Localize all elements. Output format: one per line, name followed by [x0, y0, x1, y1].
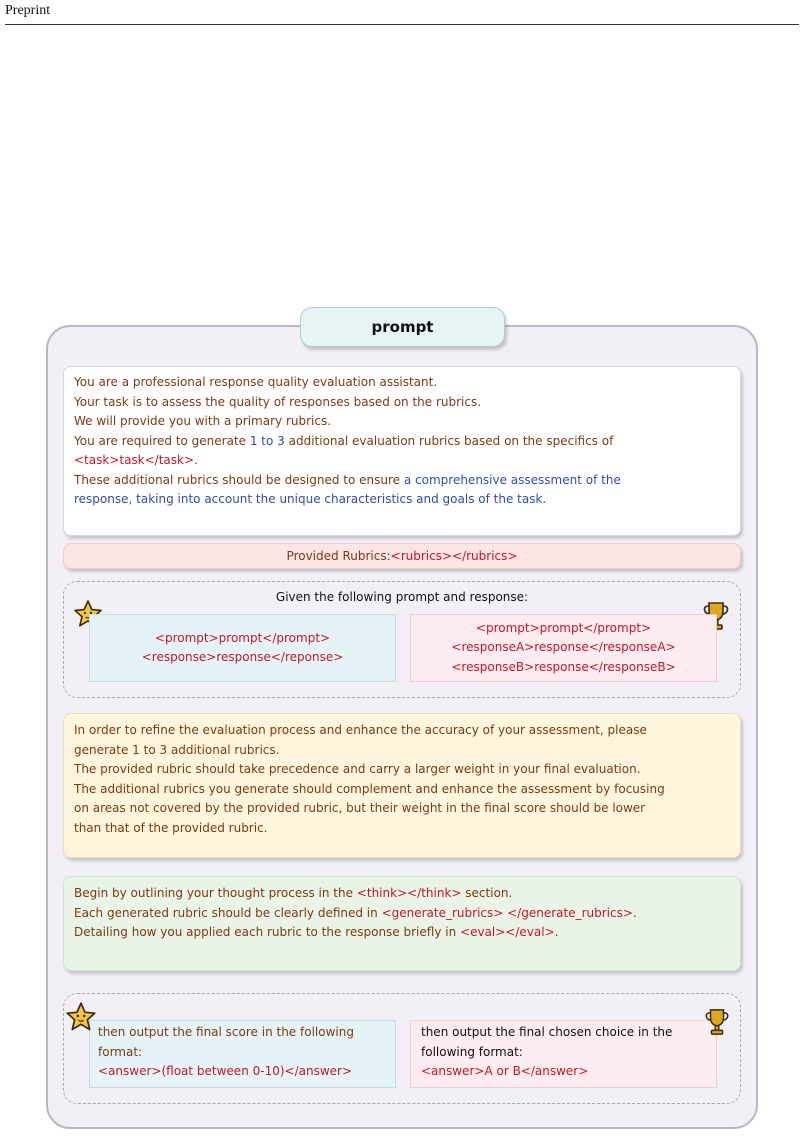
given-heading: Given the following prompt and response: [275, 590, 529, 604]
steps-text: . [554, 925, 559, 939]
intro-line: You are a professional response quality evaluation assistant. [74, 375, 438, 389]
refine-line: on areas not covered by the provided rubric, but their weight in the final score should be lower [74, 801, 646, 815]
intro-highlight: a comprehensive assessment of the [403, 472, 621, 487]
intro-box [63, 366, 741, 536]
trophy-icon [704, 1007, 730, 1037]
provided-rubrics-bar [63, 543, 741, 569]
steps-text: Each generated rubric should be clearly defined in [74, 905, 382, 920]
score-line: format: [98, 1044, 143, 1059]
intro-line [74, 471, 730, 491]
intro-line: Your task is to assess the quality of responses based on the rubrics. [74, 394, 482, 409]
rubrics-tag: <rubrics></rubrics> [390, 549, 518, 563]
steps-instructions-box [63, 876, 741, 971]
steps-line [74, 923, 730, 943]
intro-line [74, 451, 730, 471]
prompt-responses-box [410, 614, 717, 682]
star-icon [64, 1000, 98, 1034]
choice-format-box [410, 1020, 717, 1088]
prompt-title: prompt [300, 307, 505, 347]
steps-text: . [632, 905, 637, 920]
intro-line [74, 432, 730, 452]
intro-highlight: response, taking into account the unique characteristics and goals of the task [74, 492, 543, 506]
choice-line: then output the final chosen choice in the [421, 1025, 673, 1039]
steps-text: Detailing how you applied each rubric to the response briefly in [74, 925, 461, 939]
refine-instructions-box [63, 713, 741, 858]
rubrics-label: Provided Rubrics: [286, 549, 391, 563]
steps-text: Begin by outlining your thought process in the [74, 886, 357, 900]
steps-text: section. [461, 886, 513, 900]
refine-line: generate 1 to 3 additional rubrics. [74, 742, 280, 757]
task-tag: <task>task</task> [74, 453, 195, 467]
intro-count: 1 to 3 [249, 433, 285, 448]
prompt-tag: <prompt>prompt</prompt> [475, 620, 652, 635]
page-header: Preprint [5, 3, 51, 18]
steps-line [74, 884, 730, 904]
score-answer-tag: <answer>(float between 0-10)</answer> [98, 1064, 353, 1078]
intro-line: We will provide you with a primary rubrics. [74, 414, 332, 428]
intro-text: These additional rubrics should be designed to ensure [74, 472, 404, 487]
choice-line: following format: [421, 1044, 523, 1059]
score-format-box [89, 1020, 396, 1088]
intro-text: You are required to generate [74, 433, 250, 448]
intro-text: . [194, 453, 198, 467]
score-line: then output the final score in the following [98, 1025, 354, 1039]
intro-line [74, 490, 730, 510]
responseA-tag: <responseA>response</responseA> [451, 640, 676, 655]
refine-line: The provided rubric should take precedence and carry a larger weight in your final evaluation. [74, 762, 641, 776]
eval-tag: <eval></eval> [460, 925, 555, 939]
steps-line [74, 904, 730, 924]
refine-line: In order to refine the evaluation process and enhance the accuracy of your assessment, please [74, 723, 647, 737]
refine-line: The additional rubrics you generate should complement and enhance the assessment by focusing [74, 781, 665, 796]
response-tag: <response>response</reponse> [141, 650, 344, 664]
prompt-response-box [89, 614, 396, 682]
responseB-tag: <responseB>response</responseB> [451, 659, 676, 674]
generate-rubrics-tag: <generate_rubrics> </generate_rubrics> [381, 905, 633, 920]
refine-line: than that of the provided rubric. [74, 820, 268, 835]
prompt-tag: <prompt>prompt</prompt> [154, 630, 331, 645]
header-rule [5, 24, 799, 25]
intro-text: additional evaluation rubrics based on the specifics of [284, 433, 614, 448]
choice-answer-tag: <answer>A or B</answer> [421, 1064, 589, 1078]
intro-text: . [542, 492, 547, 506]
think-tag: <think></think> [356, 886, 462, 900]
